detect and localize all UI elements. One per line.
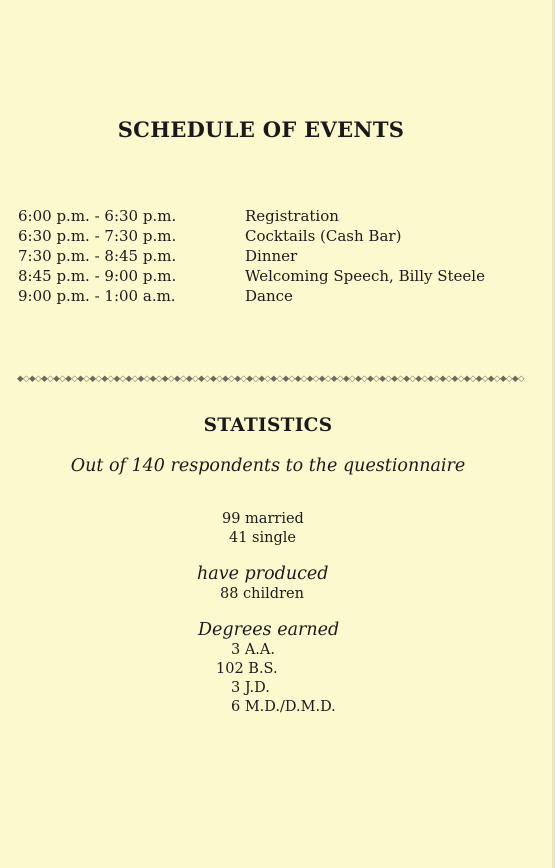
statistics-intro: Out of 140 respondents to the questionnaire bbox=[70, 456, 466, 476]
marital-status-block bbox=[222, 510, 304, 548]
ornamental-divider: ◆◇◆◇◆◇◆◇◆◇◆◇◆◇◆◇◆◇◆◇◆◇◆◇◆◇◆◇◆◇◆◇◆◇◆◇◆◇◆◇◆◇◆◇◆◇◆◇◆◇◆◇◆◇◆◇◆◇◆◇◆◇◆◇◆◇◆◇◆◇◆◇◆◇◆◇◆◇◆◇◆◇◆◇ bbox=[17, 374, 525, 384]
produced-label: have produced bbox=[197, 564, 329, 584]
degree-item: 102 B.S. bbox=[216, 661, 278, 677]
event-name: Cocktails (Cash Bar) bbox=[245, 227, 402, 245]
event-time: 9:00 p.m. - 1:00 a.m. bbox=[18, 287, 176, 305]
degree-item: 3 A.A. bbox=[231, 642, 275, 658]
schedule-title: SCHEDULE OF EVENTS bbox=[117, 117, 405, 142]
schedule-list bbox=[18, 206, 485, 306]
children-block bbox=[197, 563, 328, 604]
schedule-row bbox=[18, 206, 485, 226]
event-time: 6:30 p.m. - 7:30 p.m. bbox=[18, 227, 177, 245]
event-time: 8:45 p.m. - 9:00 p.m. bbox=[18, 267, 177, 285]
married-count: 99 married bbox=[222, 511, 304, 527]
degrees-block bbox=[198, 619, 339, 717]
degree-item: 6 M.D./D.M.D. bbox=[231, 699, 336, 715]
event-name: Dance bbox=[245, 287, 293, 305]
children-count: 88 children bbox=[220, 586, 304, 602]
event-name: Registration bbox=[245, 207, 339, 225]
schedule-row bbox=[18, 286, 485, 306]
event-name: Dinner bbox=[245, 247, 298, 265]
degrees-label: Degrees earned bbox=[198, 620, 340, 640]
single-count: 41 single bbox=[229, 530, 296, 546]
statistics-title: STATISTICS bbox=[203, 415, 333, 436]
schedule-row bbox=[18, 266, 485, 286]
degree-item: 3 J.D. bbox=[231, 680, 270, 696]
event-name: Welcoming Speech, Billy Steele bbox=[245, 267, 485, 285]
event-time: 6:00 p.m. - 6:30 p.m. bbox=[18, 207, 177, 225]
schedule-row bbox=[18, 246, 485, 266]
schedule-row bbox=[18, 226, 485, 246]
event-time: 7:30 p.m. - 8:45 p.m. bbox=[18, 247, 177, 265]
